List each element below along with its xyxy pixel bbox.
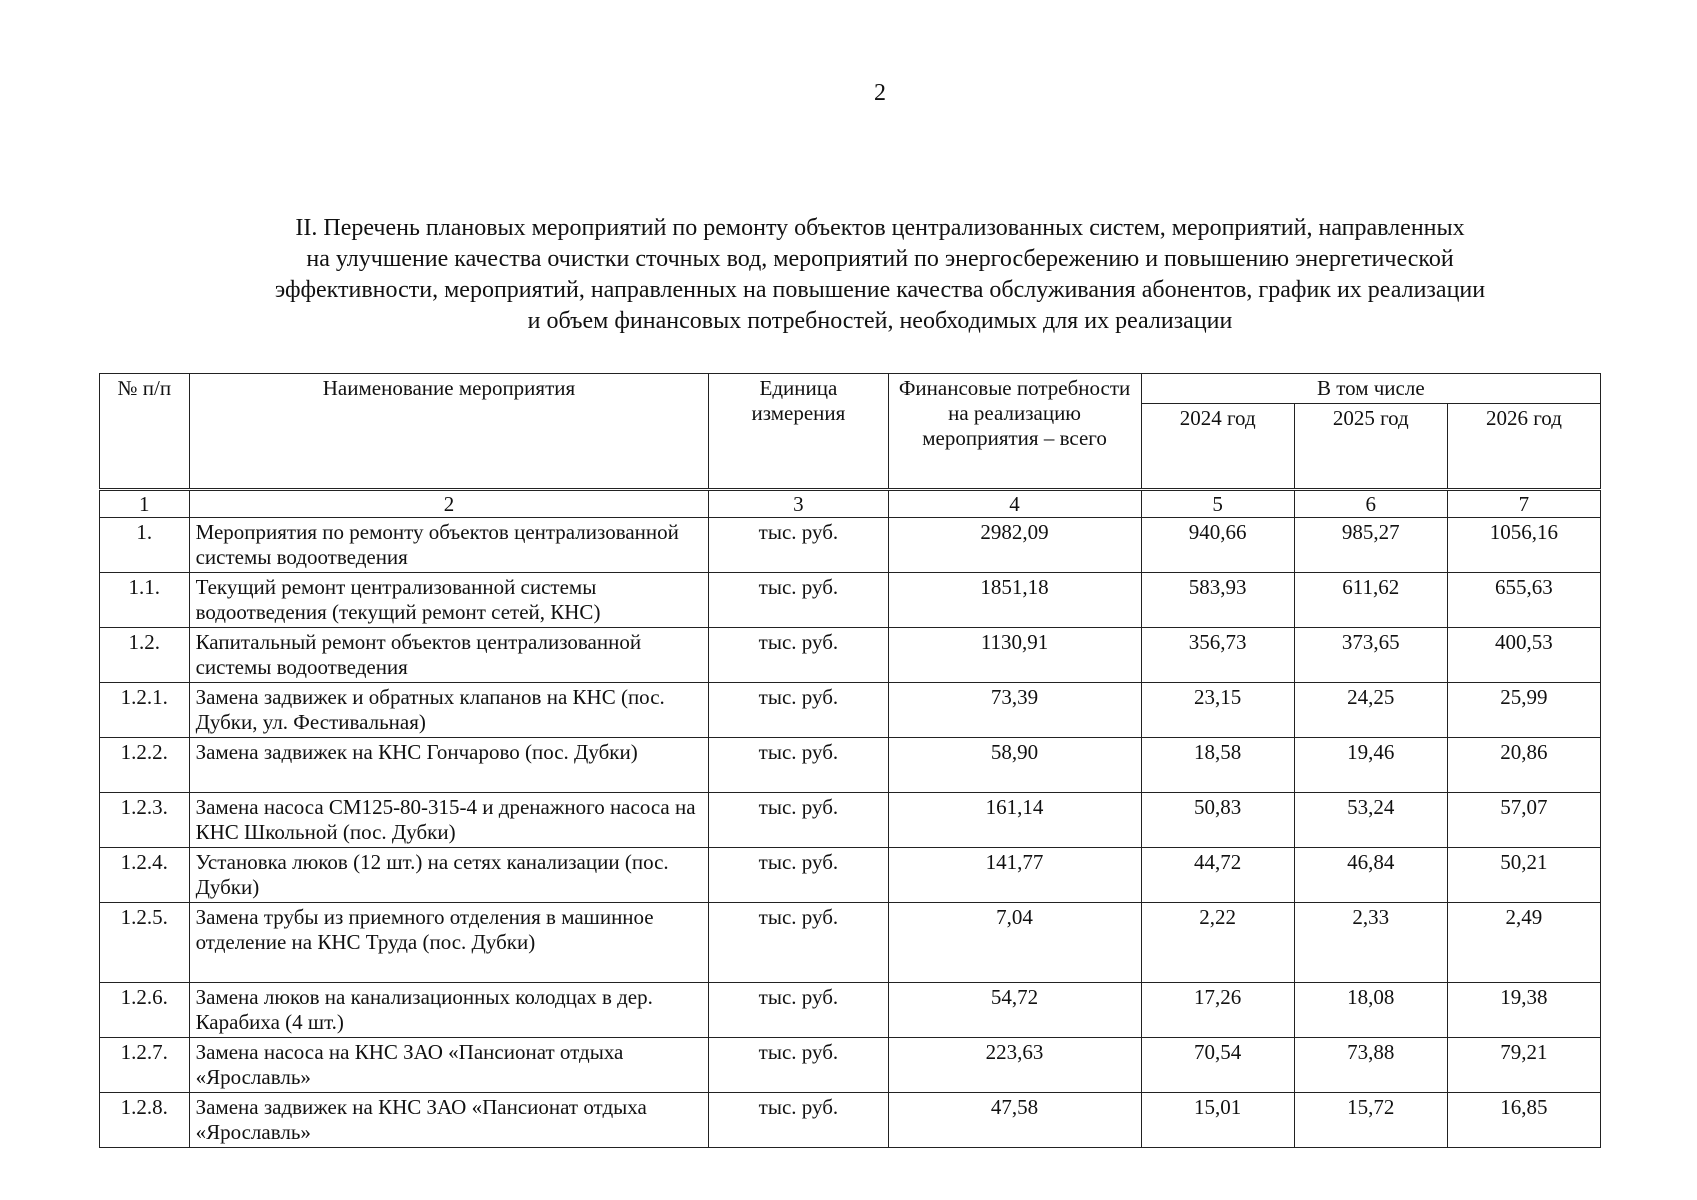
row-unit: тыс. руб. xyxy=(709,518,888,573)
row-num: 1.2.3. xyxy=(100,793,190,848)
header-group: В том числе xyxy=(1141,374,1600,404)
table-row xyxy=(100,793,1601,848)
row-unit: тыс. руб. xyxy=(709,628,888,683)
row-2025: 18,08 xyxy=(1294,983,1447,1038)
row-name: Замена задвижек на КНС Гончарово (пос. Дубки) xyxy=(189,738,709,793)
row-2026: 16,85 xyxy=(1447,1093,1600,1148)
row-2024: 940,66 xyxy=(1141,518,1294,573)
row-unit: тыс. руб. xyxy=(709,983,888,1038)
row-2024: 583,93 xyxy=(1141,573,1294,628)
row-name: Замена задвижек на КНС ЗАО «Пансионат отдыха «Ярославль» xyxy=(189,1093,709,1148)
row-2025: 373,65 xyxy=(1294,628,1447,683)
column-number-row xyxy=(100,490,1601,518)
table-row xyxy=(100,683,1601,738)
row-2026: 19,38 xyxy=(1447,983,1600,1038)
row-num: 1.2.6. xyxy=(100,983,190,1038)
row-2025: 611,62 xyxy=(1294,573,1447,628)
row-num: 1.1. xyxy=(100,573,190,628)
row-num: 1.2.5. xyxy=(100,903,190,983)
column-number: 2 xyxy=(189,490,709,518)
section-heading xyxy=(130,213,1630,337)
row-unit: тыс. руб. xyxy=(709,793,888,848)
row-2025: 53,24 xyxy=(1294,793,1447,848)
row-2024: 15,01 xyxy=(1141,1093,1294,1148)
column-number: 5 xyxy=(1141,490,1294,518)
row-num: 1.2.8. xyxy=(100,1093,190,1148)
row-num: 1.2.4. xyxy=(100,848,190,903)
row-2025: 46,84 xyxy=(1294,848,1447,903)
row-2025: 2,33 xyxy=(1294,903,1447,983)
header-2025: 2025 год xyxy=(1294,404,1447,490)
header-unit: Единица измерения xyxy=(709,374,888,490)
header-finance: Финансовые потребности на реализацию мероприятия – всего xyxy=(888,374,1141,490)
row-2026: 400,53 xyxy=(1447,628,1600,683)
header-name: Наименование мероприятия xyxy=(189,374,709,490)
table-row xyxy=(100,518,1601,573)
row-name: Замена трубы из приемного отделения в машинное отделение на КНС Труда (пос. Дубки) xyxy=(189,903,709,983)
page-number: 2 xyxy=(874,80,886,106)
row-name: Замена задвижек и обратных клапанов на КНС (пос. Дубки, ул. Фестивальная) xyxy=(189,683,709,738)
row-2024: 23,15 xyxy=(1141,683,1294,738)
row-total: 2982,09 xyxy=(888,518,1141,573)
measures-table xyxy=(99,373,1601,1148)
row-total: 223,63 xyxy=(888,1038,1141,1093)
row-2024: 70,54 xyxy=(1141,1038,1294,1093)
row-2026: 79,21 xyxy=(1447,1038,1600,1093)
row-total: 7,04 xyxy=(888,903,1141,983)
row-num: 1.2. xyxy=(100,628,190,683)
row-2024: 50,83 xyxy=(1141,793,1294,848)
heading-line: эффективности, мероприятий, направленных на повышение качества обслуживания абонентов, график их реализации xyxy=(274,277,1486,303)
row-num: 1.2.2. xyxy=(100,738,190,793)
row-unit: тыс. руб. xyxy=(709,738,888,793)
row-total: 54,72 xyxy=(888,983,1141,1038)
row-2025: 985,27 xyxy=(1294,518,1447,573)
row-2026: 25,99 xyxy=(1447,683,1600,738)
row-2024: 44,72 xyxy=(1141,848,1294,903)
row-total: 73,39 xyxy=(888,683,1141,738)
column-number: 6 xyxy=(1294,490,1447,518)
row-2026: 20,86 xyxy=(1447,738,1600,793)
row-name: Замена насоса СМ125-80-315-4 и дренажного насоса на КНС Школьной (пос. Дубки) xyxy=(189,793,709,848)
row-unit: тыс. руб. xyxy=(709,1093,888,1148)
table-row xyxy=(100,983,1601,1038)
row-2025: 73,88 xyxy=(1294,1038,1447,1093)
row-2024: 18,58 xyxy=(1141,738,1294,793)
row-total: 161,14 xyxy=(888,793,1141,848)
row-2026: 2,49 xyxy=(1447,903,1600,983)
row-2025: 15,72 xyxy=(1294,1093,1447,1148)
header-2024: 2024 год xyxy=(1141,404,1294,490)
row-total: 141,77 xyxy=(888,848,1141,903)
row-2026: 57,07 xyxy=(1447,793,1600,848)
header-2026: 2026 год xyxy=(1447,404,1600,490)
table-row xyxy=(100,738,1601,793)
row-name: Мероприятия по ремонту объектов централизованной системы водоотведения xyxy=(189,518,709,573)
row-unit: тыс. руб. xyxy=(709,1038,888,1093)
row-2024: 356,73 xyxy=(1141,628,1294,683)
heading-line: и объем финансовых потребностей, необходимых для их реализации xyxy=(527,308,1233,334)
row-2025: 19,46 xyxy=(1294,738,1447,793)
row-num: 1. xyxy=(100,518,190,573)
table-row xyxy=(100,903,1601,983)
row-total: 1130,91 xyxy=(888,628,1141,683)
column-number: 1 xyxy=(100,490,190,518)
row-unit: тыс. руб. xyxy=(709,683,888,738)
row-2026: 655,63 xyxy=(1447,573,1600,628)
table-row xyxy=(100,848,1601,903)
row-2025: 24,25 xyxy=(1294,683,1447,738)
row-num: 1.2.7. xyxy=(100,1038,190,1093)
row-2024: 17,26 xyxy=(1141,983,1294,1038)
table-row xyxy=(100,573,1601,628)
row-unit: тыс. руб. xyxy=(709,573,888,628)
row-name: Текущий ремонт централизованной системы водоотведения (текущий ремонт сетей, КНС) xyxy=(189,573,709,628)
table-row xyxy=(100,1093,1601,1148)
heading-line: на улучшение качества очистки сточных вод, мероприятий по энергосбережению и повышению энергетической xyxy=(306,246,1454,272)
row-2024: 2,22 xyxy=(1141,903,1294,983)
table-row xyxy=(100,1038,1601,1093)
row-unit: тыс. руб. xyxy=(709,848,888,903)
row-name: Капитальный ремонт объектов централизованной системы водоотведения xyxy=(189,628,709,683)
row-total: 58,90 xyxy=(888,738,1141,793)
row-2026: 1056,16 xyxy=(1447,518,1600,573)
row-name: Замена люков на канализационных колодцах в дер. Карабиха (4 шт.) xyxy=(189,983,709,1038)
row-name: Замена насоса на КНС ЗАО «Пансионат отдыха «Ярославль» xyxy=(189,1038,709,1093)
row-total: 47,58 xyxy=(888,1093,1141,1148)
heading-line: II. Перечень плановых мероприятий по ремонту объектов централизованных систем, мероприятий, направленных xyxy=(295,215,1465,241)
row-total: 1851,18 xyxy=(888,573,1141,628)
column-number: 3 xyxy=(709,490,888,518)
column-number: 7 xyxy=(1447,490,1600,518)
row-unit: тыс. руб. xyxy=(709,903,888,983)
header-num: № п/п xyxy=(100,374,190,490)
row-name: Установка люков (12 шт.) на сетях канализации (пос. Дубки) xyxy=(189,848,709,903)
column-number: 4 xyxy=(888,490,1141,518)
row-2026: 50,21 xyxy=(1447,848,1600,903)
table-row xyxy=(100,628,1601,683)
row-num: 1.2.1. xyxy=(100,683,190,738)
